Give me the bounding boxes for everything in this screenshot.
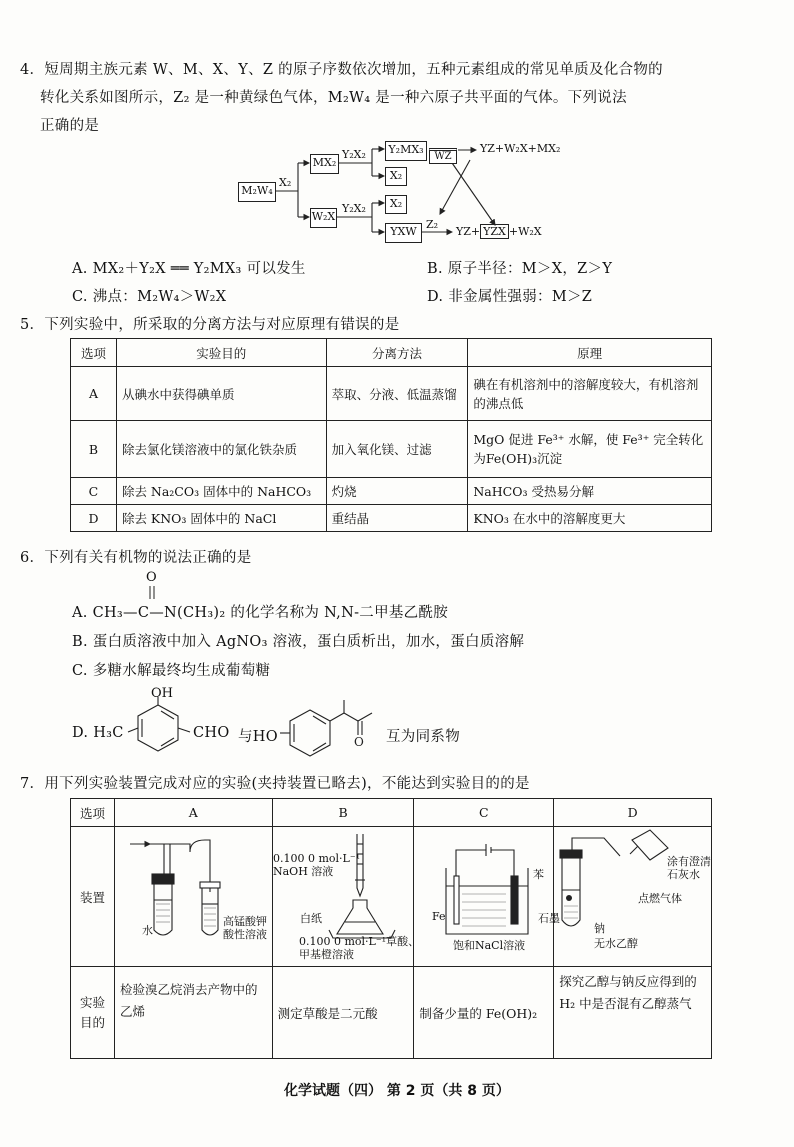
- q7-d-lime-line1: 涂有澄清: [667, 855, 711, 868]
- q6-option-d-prefix: D. H₃C: [72, 725, 124, 741]
- q7-b-paper-label: 白纸: [300, 912, 322, 925]
- q7-purpose-d: 探究乙醇与钠反应得到的 H₂ 中是否混有乙醇蒸气: [554, 967, 712, 1059]
- q5-cell-option: B: [71, 421, 117, 478]
- diagram-node-x2-bottom: X₂: [385, 195, 407, 214]
- q6-option-b: B. 蛋白质溶液中加入 AgNO₃ 溶液，蛋白质析出，加水，蛋白质溶解: [72, 634, 525, 650]
- q5-cell-method: 灼烧: [326, 478, 468, 505]
- q7-header-row: [71, 799, 712, 827]
- q5-cell-option: D: [71, 505, 117, 532]
- q7-d-lime-line2: 石灰水: [667, 868, 700, 881]
- q7-apparatus-b-drawing: [335, 830, 415, 940]
- q7-header-option: 选项: [71, 799, 115, 827]
- q6-carbonyl-o: O: [146, 570, 157, 585]
- q6-stem: 6．下列有关有机物的说法正确的是: [20, 550, 252, 566]
- q6-benzene-ring-2: [280, 698, 400, 768]
- q4-option-c: C. 沸点：M₂W₄＞W₂X: [72, 289, 227, 305]
- table-row: [71, 421, 712, 478]
- table-row: [71, 505, 712, 532]
- q7-c-benzene-label: 苯: [533, 868, 544, 881]
- q7-purpose-row: [71, 967, 712, 1059]
- diagram-node-mx2: MX₂: [310, 154, 339, 174]
- q7-b-acid-label: [299, 935, 419, 961]
- diagram-node-w2x: W₂X: [310, 208, 337, 228]
- q6-d-cho-label: CHO: [193, 725, 230, 741]
- q7-b-acid-line2: 甲基橙溶液: [299, 948, 354, 961]
- q5-table: [70, 338, 712, 532]
- q4-stem-line2: 转化关系如图所示，Z₂ 是一种黄绿色气体，M₂W₄ 是一种六原子共平面的气体。下列说法: [40, 90, 627, 106]
- q4-option-b: B. 原子半径：M＞X，Z＞Y: [427, 261, 613, 277]
- q5-cell-method: 重结晶: [326, 505, 468, 532]
- q5-cell-method: 萃取、分液、低温蒸馏: [326, 367, 468, 421]
- q5-header-principle: 原理: [468, 339, 712, 367]
- q4-stem-line3: 正确的是: [40, 118, 100, 134]
- q7-header-b: B: [272, 799, 414, 827]
- q6-d-oh-label: OH: [151, 686, 173, 701]
- q7-purpose-c: 制备少量的 Fe(OH)₂: [414, 967, 554, 1059]
- diagram-product-yzx: YZX: [480, 224, 509, 239]
- q5-header-option: 选项: [71, 339, 117, 367]
- q7-header-a: A: [114, 799, 272, 827]
- q5-stem: 5．下列实验中，所采取的分离方法与对应原理有错误的是: [20, 317, 400, 333]
- q7-purpose-b: 测定草酸是二元酸: [272, 967, 414, 1059]
- q7-apparatus-d-drawing: [560, 832, 700, 942]
- q7-apparatus-c-drawing: [446, 836, 546, 946]
- q7-a-kmno4-line2: 酸性溶液: [223, 928, 267, 941]
- q5-cell-principle: MgO 促进 Fe³⁺ 水解，使 Fe³⁺ 完全转化为Fe(OH)₃沉淀: [468, 421, 712, 478]
- q4-diagram-lines: [0, 0, 794, 260]
- q7-b-acid-line1: 0.100 0 mol·L⁻¹草酸、: [299, 935, 420, 948]
- q6-option-c: C. 多糖水解最终均生成葡萄糖: [72, 663, 271, 679]
- diagram-product-w2x: +W₂X: [508, 225, 542, 238]
- q7-a-water-label: 水: [142, 924, 153, 937]
- diagram-node-yxw: YXW: [385, 223, 422, 243]
- diagram-node-wz: WZ: [429, 148, 457, 164]
- q5-header-purpose: 实验目的: [116, 339, 326, 367]
- q6-option-a: A. CH₃—C—N(CH₃)₂ 的化学名称为 N,N-二甲基乙酰胺: [72, 605, 449, 621]
- q7-d-na-label: 钠: [594, 922, 605, 935]
- q7-header-c: C: [414, 799, 554, 827]
- q4-option-a: A. MX₂＋Y₂X ══ Y₂MX₃ 可以发生: [72, 261, 306, 277]
- q5-cell-principle: 碘在有机溶剂中的溶解度较大，有机溶剂的沸点低: [468, 367, 712, 421]
- q7-purpose-a: 检验溴乙烷消去产物中的乙烯: [114, 967, 272, 1059]
- q7-header-d: D: [554, 799, 712, 827]
- q7-d-gas-label: 点燃气体: [638, 892, 682, 905]
- q7-d-lime-label: [667, 855, 711, 881]
- q7-b-naoh-line1: 0.100 0 mol·L⁻¹: [273, 852, 361, 865]
- q5-header-row: [71, 339, 712, 367]
- q5-header-method: 分离方法: [326, 339, 468, 367]
- q5-cell-method: 加入氧化镁、过滤: [326, 421, 468, 478]
- diagram-products-bottom: [456, 225, 542, 238]
- q5-cell-purpose: 从碘水中获得碘单质: [116, 367, 326, 421]
- q7-c-graphite-label: 石墨: [538, 912, 560, 925]
- q7-row-label-purpose: 实验目的: [71, 967, 115, 1059]
- table-row: [71, 367, 712, 421]
- diagram-label-z2: Z₂: [426, 218, 439, 231]
- q7-c-fe-label: Fe: [432, 910, 446, 923]
- q7-c-nacl-label: 饱和NaCl溶液: [453, 939, 526, 952]
- diagram-node-x2-top: X₂: [385, 167, 407, 186]
- q5-cell-purpose: 除去 KNO₃ 固体中的 NaCl: [116, 505, 326, 532]
- q5-cell-purpose: 除去 Na₂CO₃ 固体中的 NaHCO₃: [116, 478, 326, 505]
- q4-option-d: D. 非金属性强弱：M＞Z: [427, 289, 593, 305]
- table-row: [71, 478, 712, 505]
- diagram-products-top: YZ+W₂X+MX₂: [480, 142, 561, 155]
- diagram-label-x2-reagent: X₂: [279, 176, 292, 189]
- q6-d-suffix: 互为同系物: [386, 729, 460, 745]
- diagram-node-y2mx3: Y₂MX₃: [385, 141, 427, 161]
- q7-a-kmno4-label: [223, 915, 267, 941]
- q5-cell-purpose: 除去氯化镁溶液中的氯化铁杂质: [116, 421, 326, 478]
- svg-text:O: O: [354, 735, 364, 749]
- q5-cell-principle: KNO₃ 在水中的溶解度更大: [468, 505, 712, 532]
- q7-stem: 7．用下列实验装置完成对应的实验(夹持装置已略去)，不能达到实验目的的是: [20, 776, 530, 792]
- page-footer: 化学试题（四） 第 2 页（共 8 页）: [284, 1083, 510, 1099]
- q5-cell-option: A: [71, 367, 117, 421]
- q7-b-naoh-line2: NaOH 溶液: [273, 865, 334, 878]
- q5-cell-principle: NaHCO₃ 受热易分解: [468, 478, 712, 505]
- q7-row-label-apparatus: 装置: [71, 827, 115, 967]
- q7-d-ethanol-label: 无水乙醇: [594, 937, 638, 950]
- diagram-label-y2x2-top: Y₂X₂: [342, 148, 366, 161]
- q7-a-kmno4-line1: 高锰酸钾: [223, 915, 267, 928]
- q4-stem-line1: 4．短周期主族元素 W、M、X、Y、Z 的原子序数依次增加，五种元素组成的常见单质及化合物的: [20, 62, 663, 78]
- diagram-node-m2w4: M₂W₄: [238, 182, 276, 202]
- diagram-label-y2x2-bottom: Y₂X₂: [342, 202, 366, 215]
- q5-cell-option: C: [71, 478, 117, 505]
- q6-double-bond: [147, 586, 157, 600]
- q6-d-with-ho: 与HO: [238, 729, 278, 745]
- diagram-product-yz: YZ+: [456, 225, 481, 238]
